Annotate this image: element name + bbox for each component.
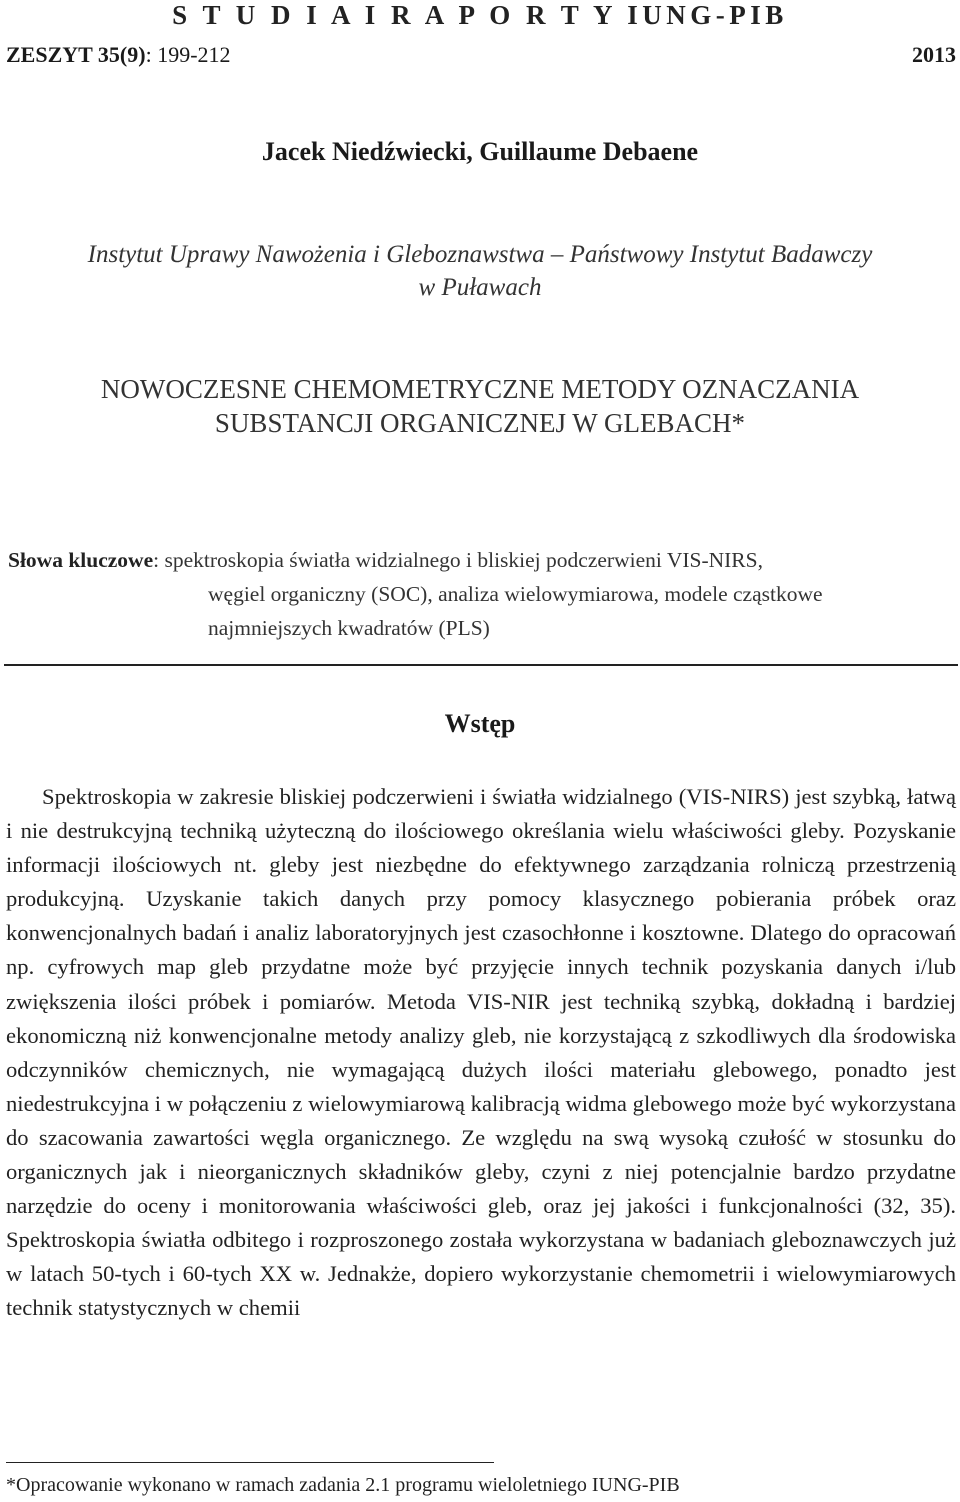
section-divider: [4, 664, 958, 666]
keywords-first-line: [8, 543, 956, 577]
footnote: *Opracowanie wykonano w ramach zadania 2.1 programu wieloletniego IUNG-PIB: [6, 1474, 680, 1496]
title-line: NOWOCZESNE CHEMOMETRYCZNE METODY OZNACZANIA: [100, 374, 860, 404]
article-authors: Jacek Niedźwiecki, Guillaume Debaene: [261, 137, 699, 166]
affiliation-line: w Puławach: [418, 274, 542, 301]
keywords-block: [8, 543, 956, 645]
keywords-text: węgiel organiczny (SOC), analiza wielowymiarowa, modele cząstkowe: [208, 582, 823, 606]
keywords-label: Słowa kluczowe: [8, 548, 154, 572]
title-line: SUBSTANCJI ORGANICZNEJ W GLEBACH*: [214, 408, 746, 438]
body-paragraph: Spektroskopia w zakresie bliskiej podczerwieni i światła widzialnego (VIS-NIRS) jest szybką, łatwą i nie destrukcyjną techniką użyteczną do ilościowego określania wielu właściwości gleby. Pozyskanie informacji ilościowych nt. gleby jest niezbędne do efektywnego zarządzania rolniczą przestrzenią produkcyjną. Uzyskanie takich danych przy pomocy klasycznego pobierania próbek oraz konwencjonalnych badań i analiz laboratoryjnych jest czasochłonne i kosztowne. Dlatego do opracowań np. cyfrowych map gleb przydatne może być przyjęcie innych technik pozyskania danych i/lub zwiększenia ilości próbek i pomiarów. Metoda VIS-NIR jest techniką szybką, dokładną i bardziej ekonomiczną niż konwencjonalne metody analizy gleb, nie korzystającą z szkodliwych dla środowiska odczynników chemicznych, nie wymagającą dużych ilości materiału glebowego, ponadto jest niedestrukcyjna i w połączeniu z wielowymiarową kalibracją widma glebowego może być wykorzystana do szacowania zawartości węgla organicznego. Ze względu na swą wysoką czułość w stosunku do organicznych jak i nieorganicznych składników gleby, czyni z niej potencjalnie bardzo przydatne narzędzie do oceny i monitorowania właściwości gleb, oraz jej jakości i funkcjonalności (32, 35). Spektroskopia światła odbitego i rozproszonego została wykorzystana w badaniach gleboznawczych już w latach 50-tych i 60-tych XX w. Jednakże, dopiero wykorzystanie chemometrii i wielowymiarowych technik statystycznych w chemii: [6, 784, 956, 1321]
issue-pages: : 199-212: [145, 42, 231, 67]
affiliation-line: Instytut Uprawy Nawożenia i Gleboznawstwa – Państwowy Instytut Badawczy: [87, 241, 873, 268]
keywords-text: : spektroskopia światła widzialnego i bliskiej podczerwieni VIS-NIRS,: [153, 548, 763, 572]
issue-label: ZESZYT 35(9): [6, 42, 146, 67]
issue-year: 2013: [912, 42, 956, 67]
article-title: [0, 372, 960, 440]
footnote-divider: [6, 1462, 494, 1463]
journal-series-title: S T U D I A I R A P O R T Y IUNG-PIB: [172, 0, 788, 30]
author-affiliation: [0, 238, 960, 304]
keywords-text: najmniejszych kwadratów (PLS): [208, 616, 490, 640]
issue-info-row: [6, 42, 956, 68]
issue-reference: [6, 42, 231, 68]
section-heading: Wstęp: [444, 709, 516, 738]
